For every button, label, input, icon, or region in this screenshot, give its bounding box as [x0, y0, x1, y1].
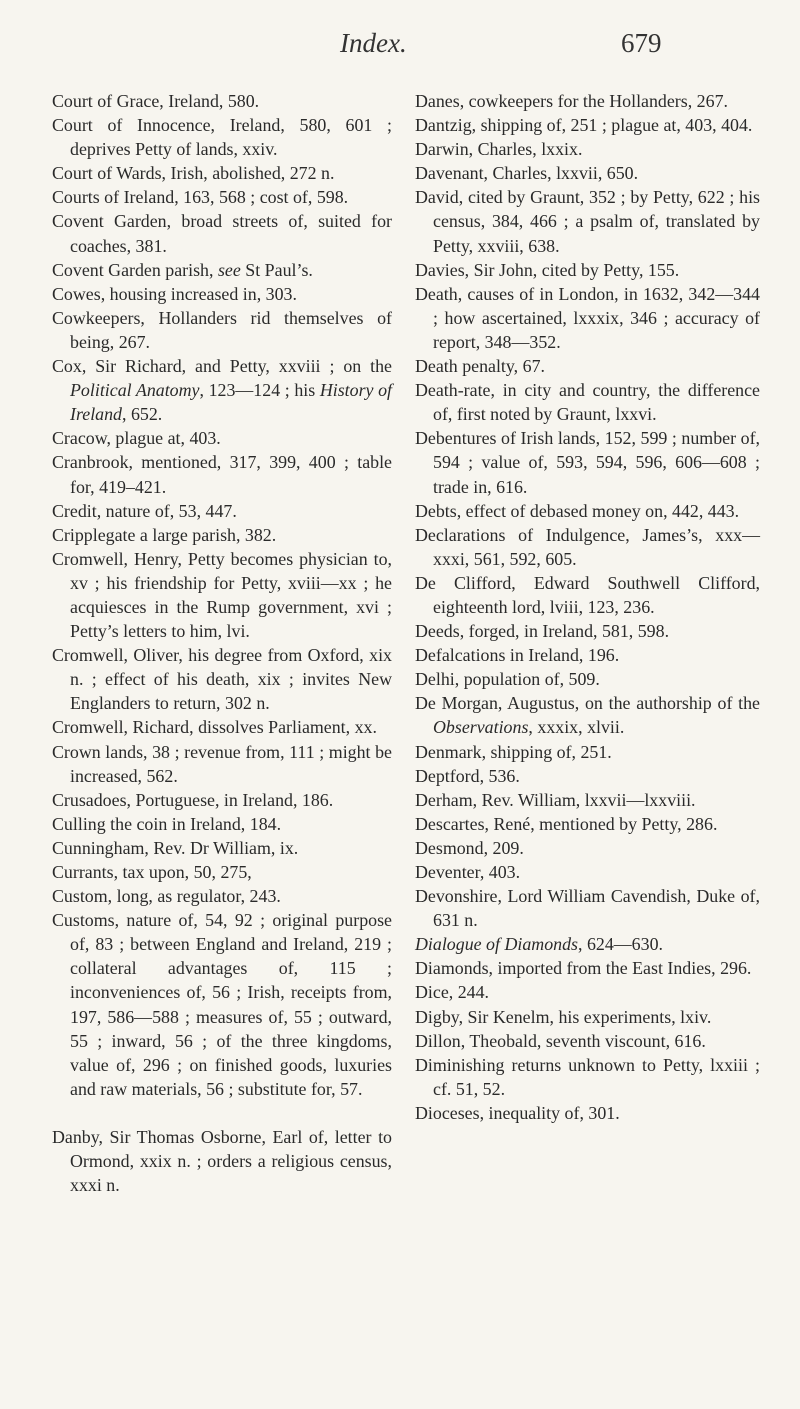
- index-entry: Cripplegate a large parish, 382.: [52, 524, 277, 545]
- index-entry: Customs, nature of, 54, 92 ; original purpose of, 83 ; between England and Ireland, 219 ; collateral advantages of, 115 ; inconveniences of, 56 ; Irish, receipts from, 197, 586—588 ; measures of, 55 ; outward, 55 ; inward, 56 ; of the three kingdoms, value of, 296 ; on finished goods, luxuries and raw materials, 56 ; substitute for, 57.: [52, 910, 392, 1099]
- index-entry: Derham, Rev. William, lxxvii—lxxviii.: [415, 789, 696, 810]
- index-entry: Declarations of Indulgence, James’s, xxx—xxxi, 561, 592, 605.: [415, 524, 760, 569]
- index-entry: Custom, long, as regulator, 243.: [52, 886, 281, 907]
- index-entry: Dillon, Theobald, seventh viscount, 616.: [415, 1030, 706, 1051]
- index-entry: Deventer, 403.: [415, 862, 521, 882]
- index-entry: Cromwell, Richard, dissolves Parliament, xx.: [52, 717, 377, 738]
- index-entry: Danes, cowkeepers for the Hollanders, 267.: [415, 91, 728, 111]
- index-entry: Descartes, René, mentioned by Petty, 286.: [415, 813, 718, 834]
- index-entry: Court of Wards, Irish, abolished, 272 n.: [52, 163, 335, 184]
- index-entry: Crusadoes, Portuguese, in Ireland, 186.: [52, 789, 334, 810]
- index-entry: Desmond, 209.: [415, 837, 524, 858]
- index-entry: Dantzig, shipping of, 251 ; plague at, 403, 404.: [415, 115, 753, 136]
- index-entry: Dialogue of Diamonds, 624—630.: [415, 934, 663, 955]
- index-entry: Crown lands, 38 ; revenue from, 111 ; might be increased, 562.: [52, 741, 392, 786]
- index-entry: Denmark, shipping of, 251.: [415, 741, 612, 762]
- index-entry: Court of Grace, Ireland, 580.: [52, 91, 260, 111]
- index-entry: Danby, Sir Thomas Osborne, Earl of, letter to Ormond, xxix n. ; orders a religious census, xxxi n.: [52, 1126, 392, 1196]
- header-title: Index.: [340, 28, 407, 58]
- index-entry: Delhi, population of, 509.: [415, 669, 600, 690]
- index-entry: Cunningham, Rev. Dr William, ix.: [52, 837, 299, 858]
- index-entry: Diamonds, imported from the East Indies, 296.: [415, 958, 752, 979]
- index-entry: Dice, 244.: [415, 982, 490, 1003]
- page-number: 679: [621, 28, 662, 58]
- index-entry: Credit, nature of, 53, 447.: [52, 500, 237, 521]
- index-entry: De Morgan, Augustus, on the authorship of the Observations, xxxix, xlvii.: [415, 693, 760, 738]
- index-entry: Davenant, Charles, lxxvii, 650.: [415, 163, 639, 184]
- index-entry: Debentures of Irish lands, 152, 599 ; number of, 594 ; value of, 593, 594, 596, 606—608 ; trade in, 616.: [415, 428, 760, 497]
- index-entry: Court of Innocence, Ireland, 580, 601 ; deprives Petty of lands, xxiv.: [52, 115, 392, 160]
- index-entry: Devonshire, Lord William Cavendish, Duke of, 631 n.: [415, 886, 760, 931]
- index-entry: Death penalty, 67.: [415, 356, 545, 377]
- index-entry: Currants, tax upon, 50, 275,: [52, 862, 252, 882]
- index-entry: Cracow, plague at, 403.: [52, 428, 221, 449]
- index-entry: Davies, Sir John, cited by Petty, 155.: [415, 259, 680, 280]
- index-entry: Cromwell, Oliver, his degree from Oxford, xix n. ; effect of his death, xix ; invites New Englanders to return, 302 n.: [52, 645, 392, 714]
- index-entry: Cox, Sir Richard, and Petty, xxviii ; on the Political Anatomy, 123—124 ; his History of Ireland, 652.: [52, 356, 393, 425]
- index-entry: Covent Garden parish, see St Paul’s.: [52, 259, 313, 280]
- index-entry: Courts of Ireland, 163, 568 ; cost of, 598.: [52, 187, 349, 208]
- index-entry: Covent Garden, broad streets of, suited for coaches, 381.: [52, 211, 392, 256]
- index-entry: Defalcations in Ireland, 196.: [415, 645, 620, 666]
- index-entry: Cromwell, Henry, Petty becomes physician to, xv ; his friendship for Petty, xviii—xx ; he acquiesces in the Rump government, xvi ; Petty’s letters to him, lvi.: [52, 548, 392, 642]
- index-entry: Diminishing returns unknown to Petty, lxxiii ; cf. 51, 52.: [415, 1054, 760, 1099]
- index-entry: Digby, Sir Kenelm, his experiments, lxiv.: [415, 1006, 712, 1027]
- index-entry: Culling the coin in Ireland, 184.: [52, 813, 282, 834]
- index-entry: Death-rate, in city and country, the difference of, first noted by Graunt, lxxvi.: [415, 380, 760, 425]
- index-entry: Darwin, Charles, lxxix.: [415, 139, 583, 160]
- index-entry: De Clifford, Edward Southwell Clifford, eighteenth lord, lviii, 123, 236.: [415, 572, 760, 617]
- right-column: [415, 89, 760, 1125]
- index-entry: Death, causes of in London, in 1632, 342—344 ; how ascertained, lxxxix, 346 ; accuracy of report, 348—352.: [415, 283, 760, 352]
- index-entry: Deeds, forged, in Ireland, 581, 598.: [415, 621, 670, 642]
- index-entry: Cranbrook, mentioned, 317, 399, 400 ; table for, 419–421.: [52, 452, 392, 497]
- index-entry: Dioceses, inequality of, 301.: [415, 1102, 620, 1123]
- index-entry: Debts, effect of debased money on, 442, 443.: [415, 500, 740, 521]
- index-entry: David, cited by Graunt, 352 ; by Petty, 622 ; his census, 384, 466 ; a psalm of, translated by Petty, xxviii, 638.: [415, 187, 760, 256]
- index-entry: Cowkeepers, Hollanders rid themselves of being, 267.: [52, 307, 392, 352]
- index-entry: Deptford, 536.: [415, 765, 520, 786]
- index-entry: Cowes, housing increased in, 303.: [52, 283, 297, 304]
- left-column: [52, 89, 392, 1197]
